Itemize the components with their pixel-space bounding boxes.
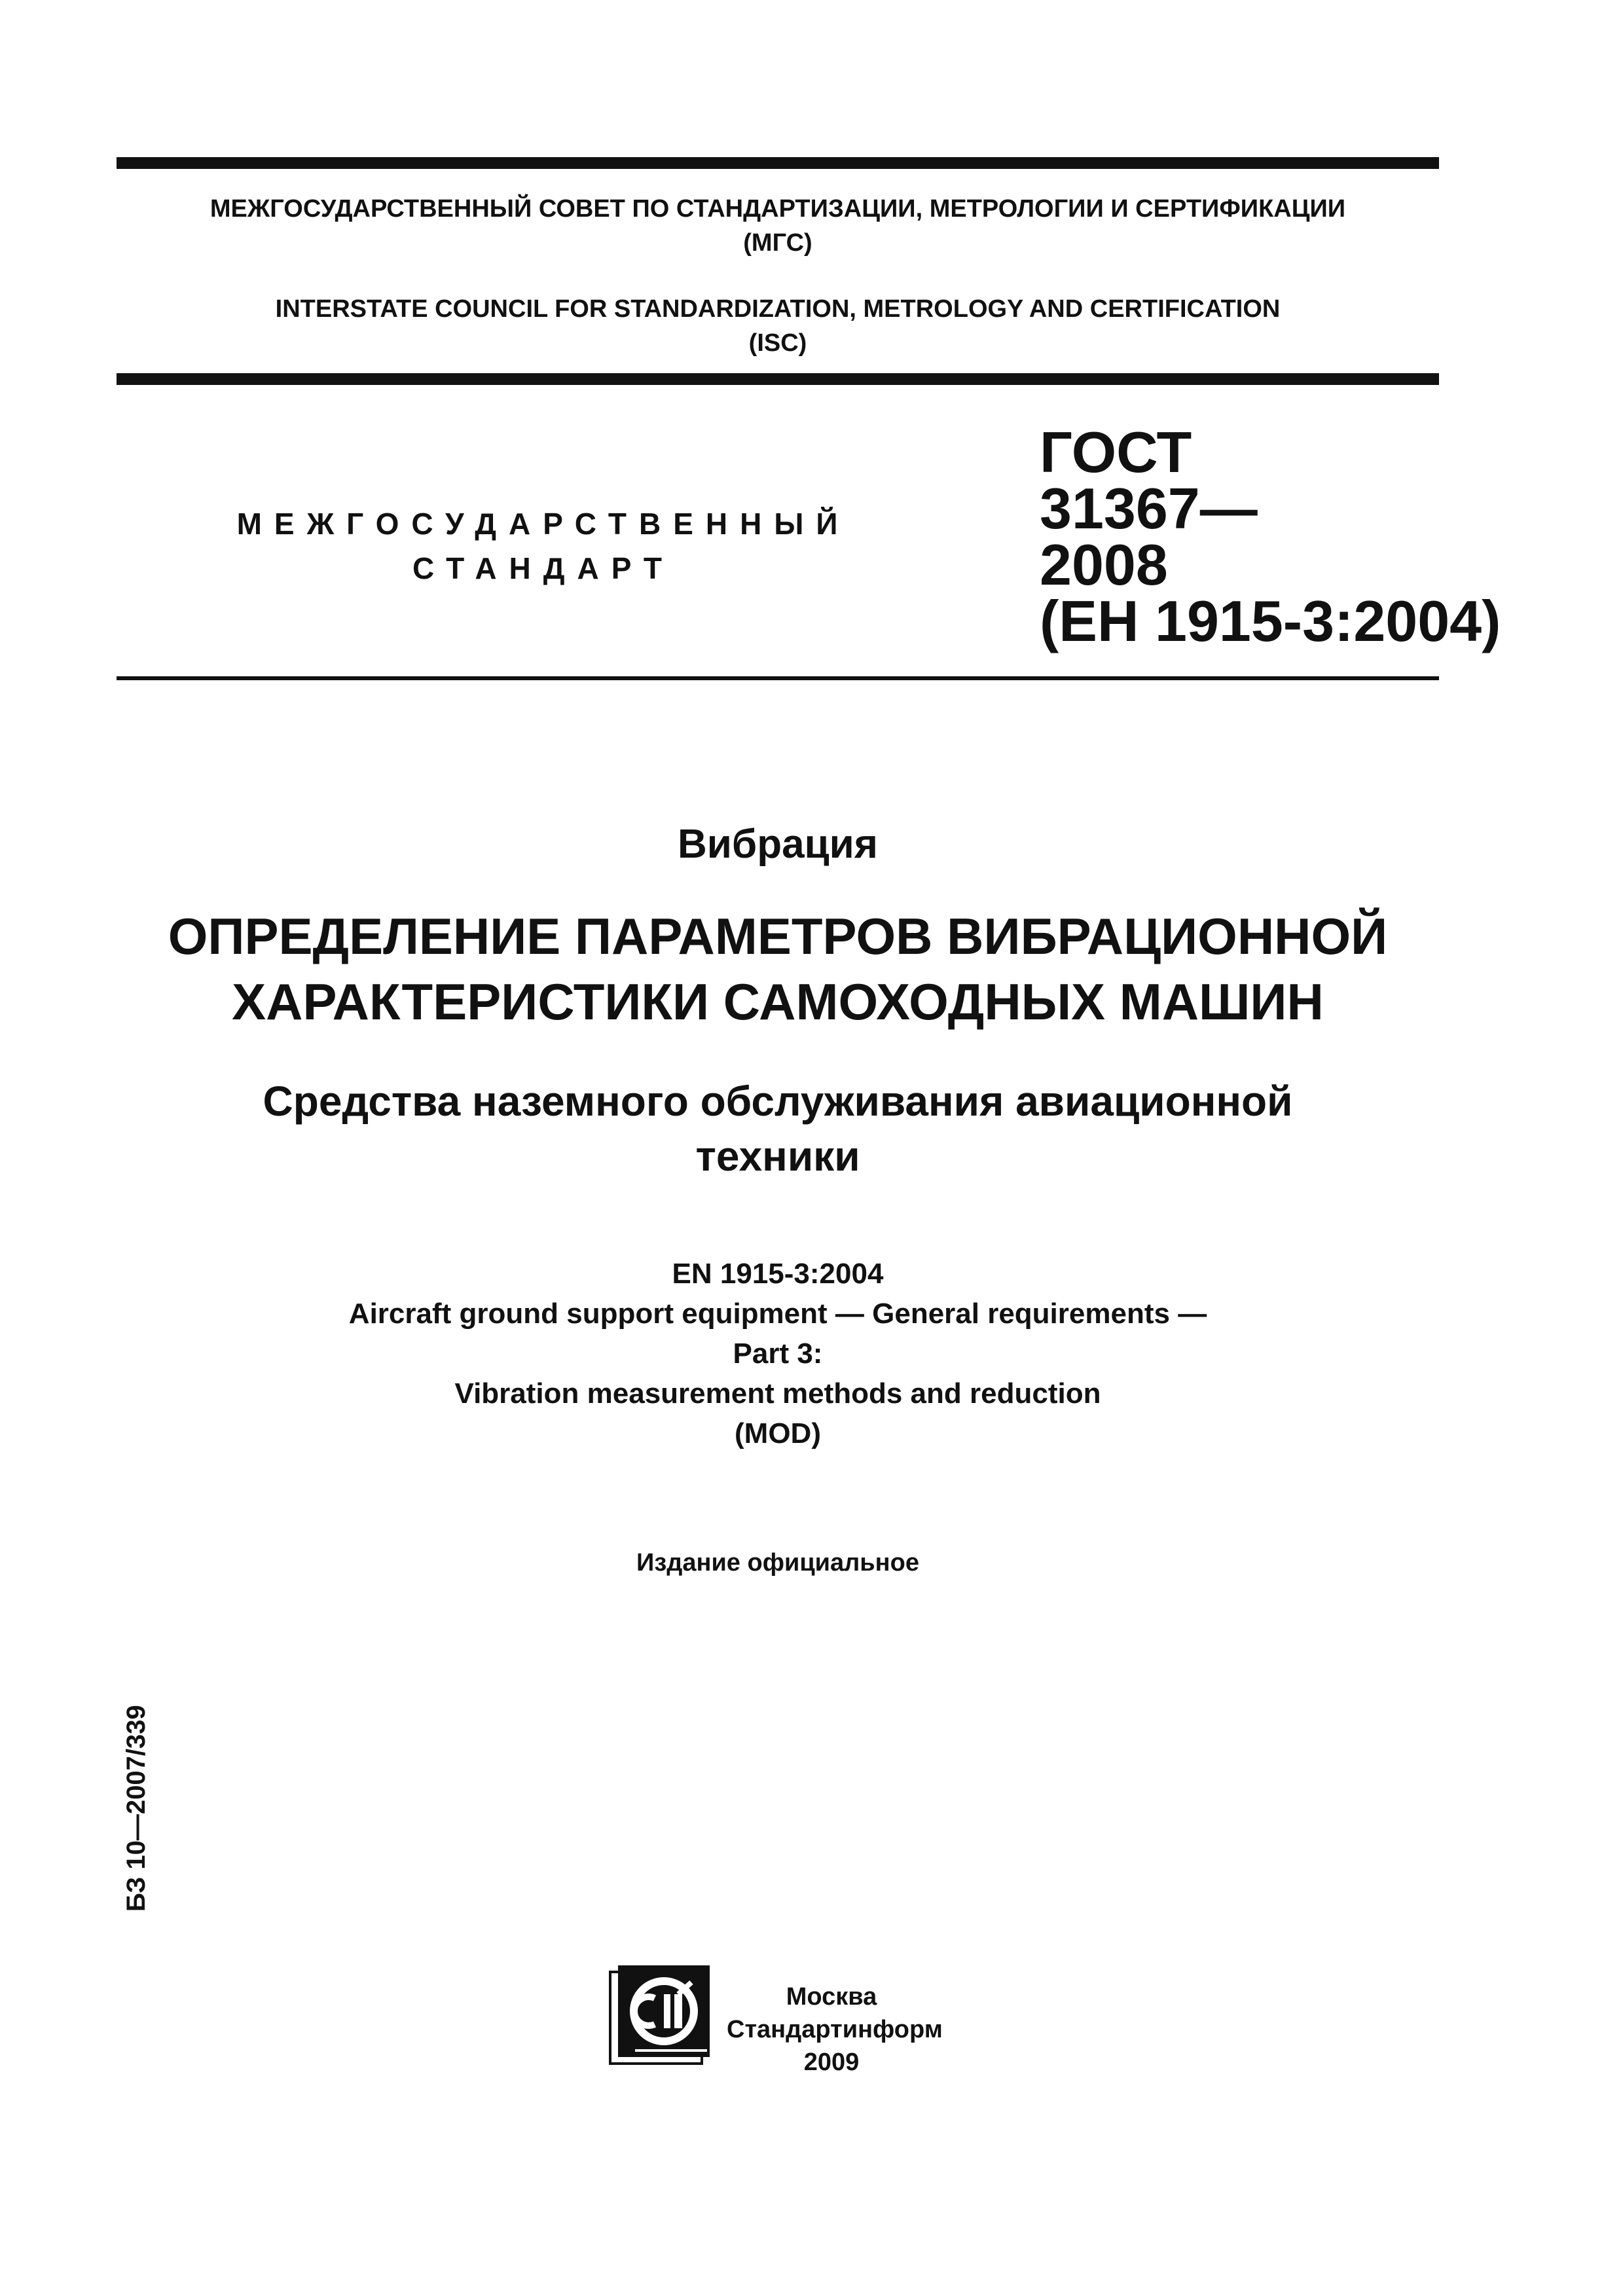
council-ru-abbr: (МГС) — [743, 229, 812, 257]
side-code-text: БЗ 10—2007/339 — [122, 1705, 151, 1912]
gost-en-equivalent: (ЕН 1915-3:2004) — [1040, 589, 1501, 653]
publisher-name: Стандартинформ — [727, 2016, 943, 2043]
gost-number: 31367— — [1040, 476, 1258, 541]
en-reference — [117, 1254, 1439, 1453]
standard-type — [216, 501, 871, 591]
council-ru — [117, 192, 1439, 260]
edition-label: Издание официальное — [636, 1549, 919, 1576]
publisher-year: 2009 — [803, 2049, 860, 2076]
title-main — [117, 903, 1439, 1034]
standard-type-line2: СТАНДАРТ — [412, 551, 674, 585]
gost-year: 2008 — [1040, 532, 1168, 597]
publisher-info — [727, 1980, 943, 2079]
en-reference-line1: Aircraft ground support equipment — General requirements — — [348, 1298, 1207, 1330]
council-en — [117, 292, 1439, 360]
en-reference-line2: Part 3: — [733, 1338, 823, 1370]
standartinform-logo-icon — [609, 1964, 711, 2066]
council-en-name: INTERSTATE COUNCIL FOR STANDARDIZATION, METROLOGY AND CERTIFICATION — [275, 295, 1281, 323]
gost-designation — [1040, 420, 1501, 653]
title-sub-line1: Средства наземного обслуживания авиационной — [263, 1078, 1293, 1125]
title-main-line2: ХАРАКТЕРИСТИКИ САМОХОДНЫХ МАШИН — [232, 973, 1324, 1030]
en-reference-code: EN 1915-3:2004 — [672, 1258, 884, 1290]
title-topic: Вибрация — [678, 822, 878, 867]
council-bottom-rule — [117, 373, 1439, 385]
council-ru-name: МЕЖГОСУДАРСТВЕННЫЙ СОВЕТ ПО СТАНДАРТИЗАЦИИ, МЕТРОЛОГИИ И СЕРТИФИКАЦИИ — [210, 195, 1346, 223]
gost-label: ГОСТ — [1040, 420, 1192, 484]
publisher-city: Москва — [786, 1983, 877, 2011]
en-reference-line3: Vibration measurement methods and reduction — [454, 1377, 1101, 1410]
top-rule — [117, 157, 1439, 169]
title-subtitle — [117, 1074, 1439, 1184]
title-main-line1: ОПРЕДЕЛЕНИЕ ПАРАМЕТРОВ ВИБРАЦИОННОЙ — [168, 907, 1388, 965]
header-bottom-rule — [117, 676, 1439, 680]
standard-type-line1: МЕЖГОСУДАРСТВЕННЫЙ — [236, 507, 850, 541]
council-en-abbr: (ISC) — [748, 329, 807, 357]
title-sub-line2: техники — [695, 1133, 860, 1180]
en-reference-line4: (MOD) — [735, 1417, 821, 1449]
